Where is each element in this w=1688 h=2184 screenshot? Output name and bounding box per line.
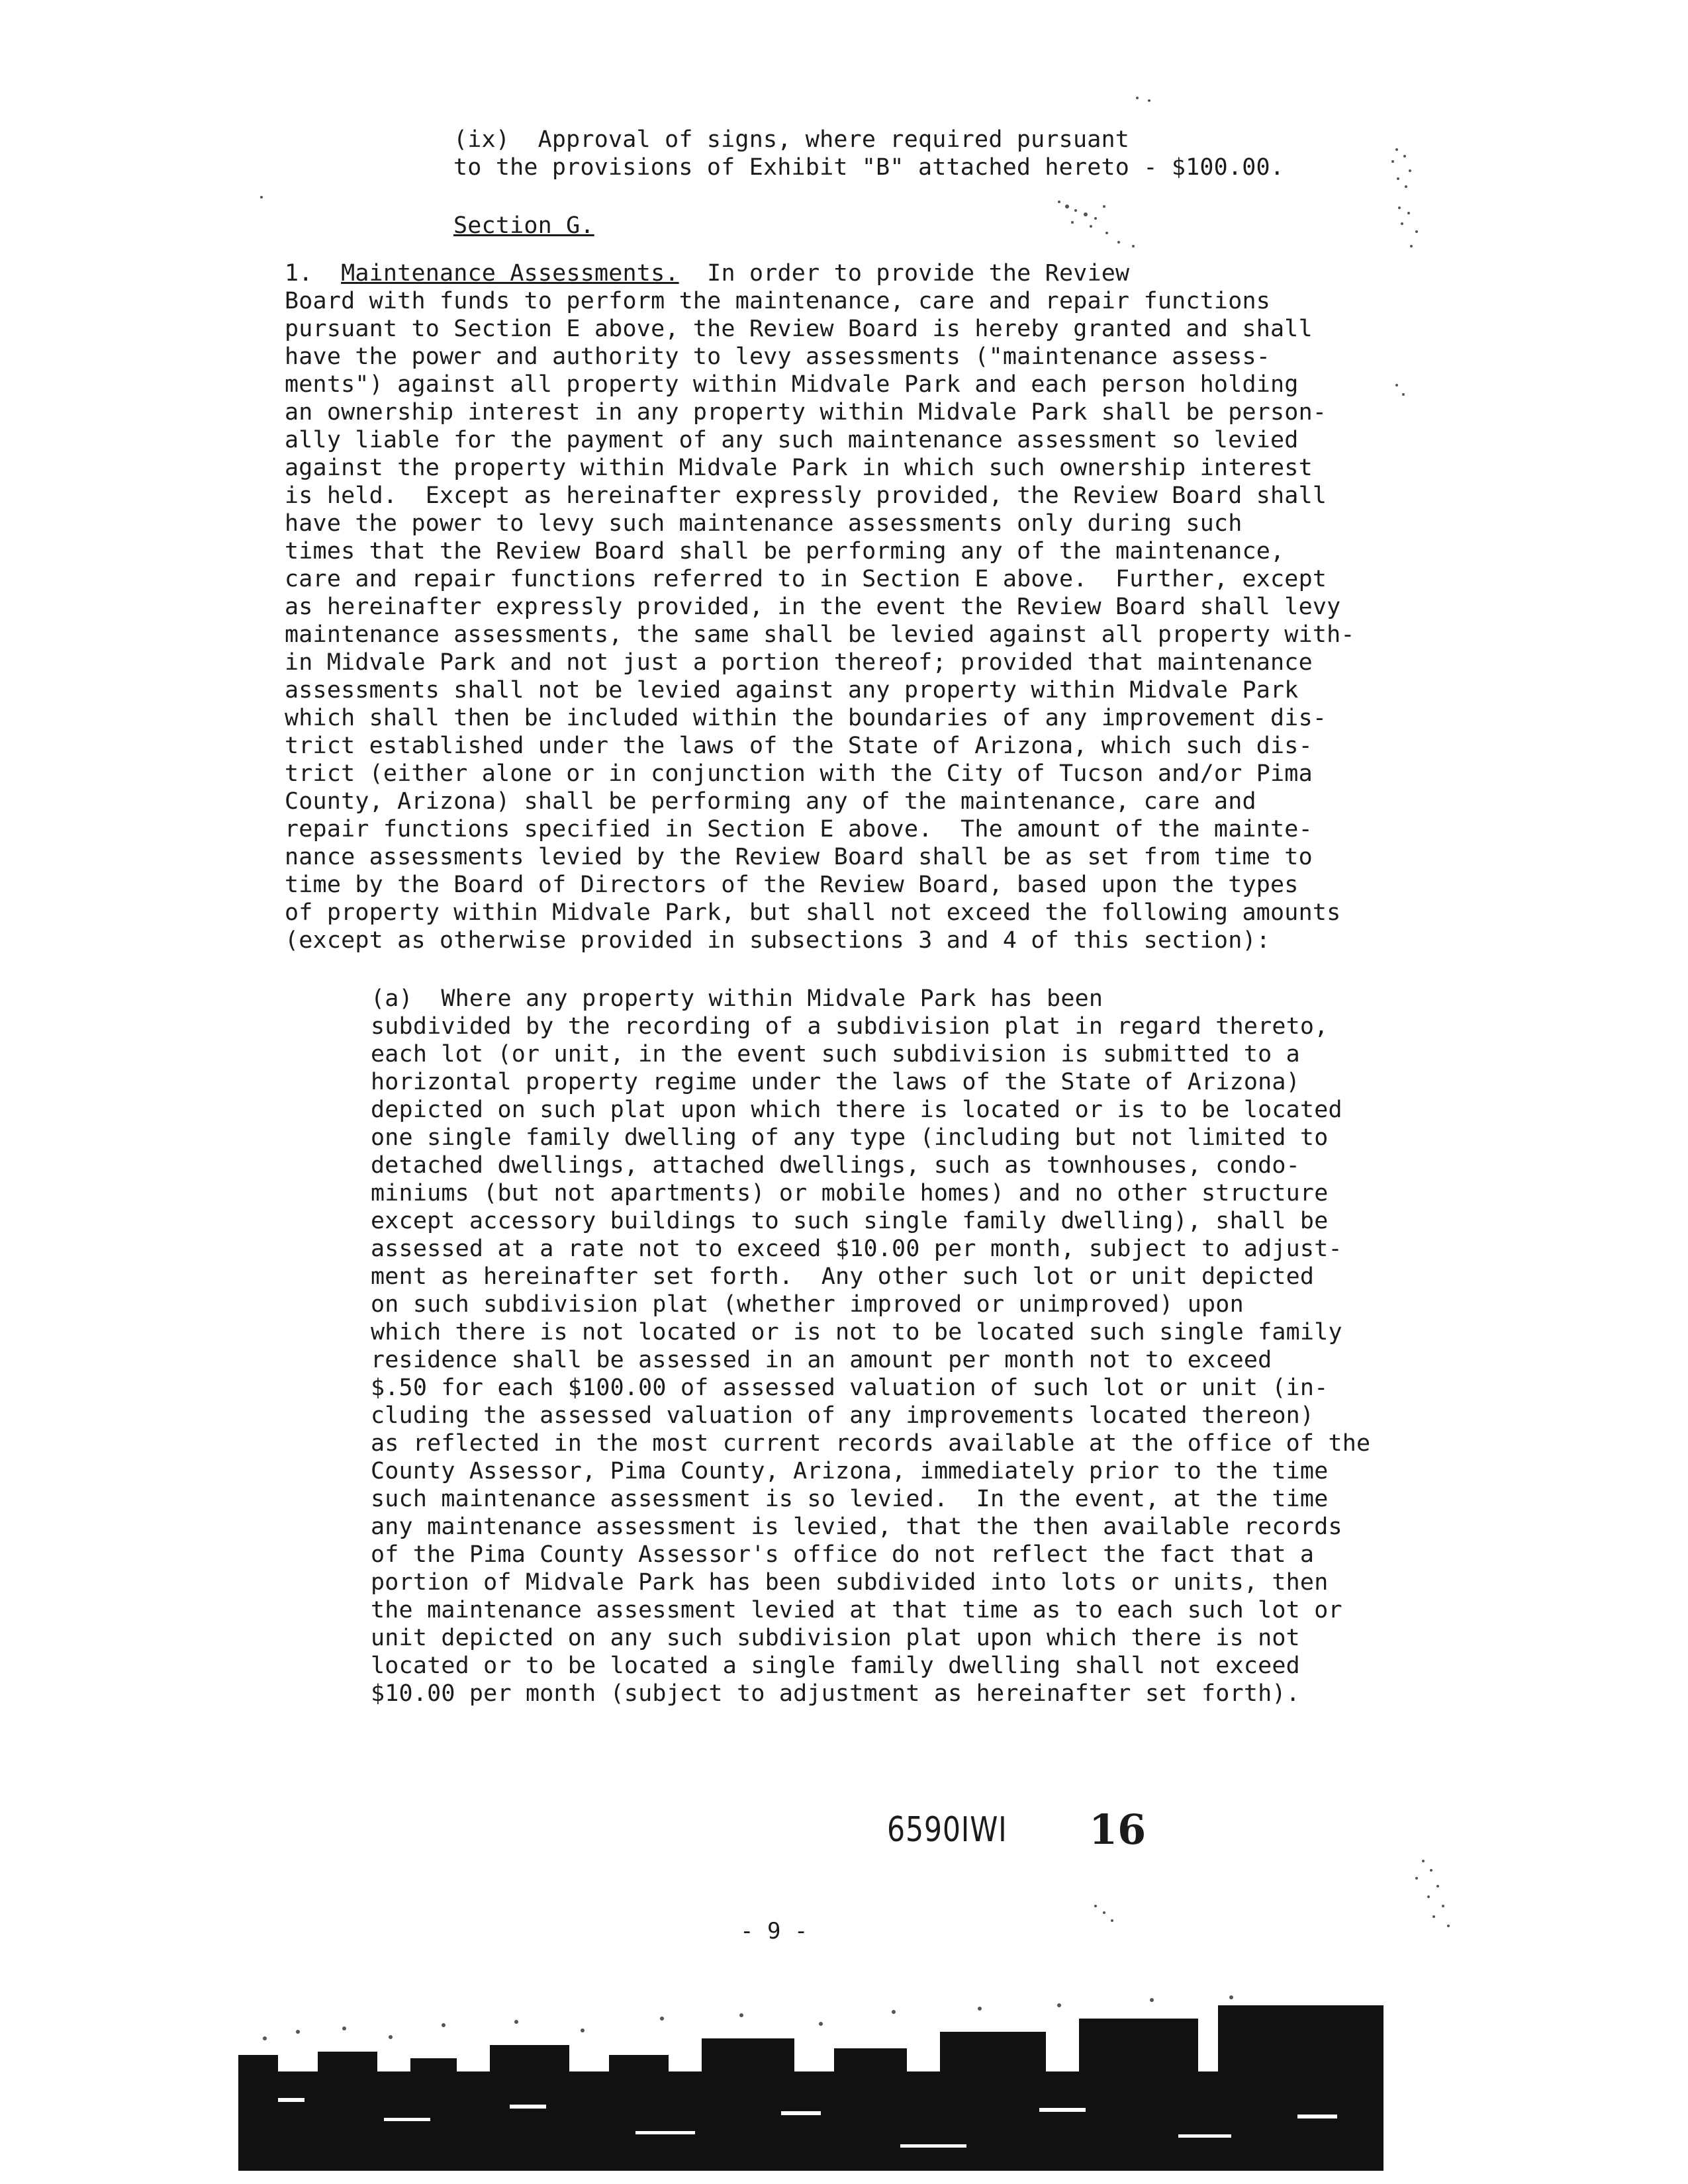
paragraph-1-title: Maintenance Assessments. (341, 260, 679, 287)
docket-number: 6590 (887, 1810, 961, 1850)
recording-page-number: 16 (1089, 1805, 1147, 1854)
paragraph-1-body: In order to provide the Review Board with funds to perform the maintenance, care and repair functions pursuant to Section E above, the Review Board is hereby granted and shall have the power and authority to levy assessments ("maintenance assess- ments") against all property within Midvale Park and each person holding an ownership interest in any property within Midvale Park shall be person- ally liable for the payment of any such maintenance assessment so levied against the property within Midvale Park in which such ownership interest is held. Except as hereinafter expressly provided, the Review Board shall have the power to levy such maintenance assessments only during such times that the Review Board shall be performing any of the maintenance, care and repair functions referred to in Section E above. Further, except as hereinafter expressly provided, in the event the Review Board shall levy maintenance assessments, the same shall be levied against all property with- in Midvale Park and not just a portion thereof; provided that maintenance assessments shall not be levied against any property within Midvale Park which shall then be included within the boundaries of any improvement dis- trict established under the laws of the State of Arizona, which such dis- trict (either alone or in conjunction with the City of Tucson and/or Pima County, Arizona) shall be performing any of the maintenance, care and repair functions specified in Section E above. The amount of the mainte- nance assessments levied by the Review Board shall be as set from time to time by the Board of Directors of the Review Board, based upon the types of property within Midvale Park, but shall not exceed the following amounts (except as otherwise provided in subsections 3 and 4 of this section): (285, 260, 1355, 954)
docket-mark: IWI (961, 1810, 1008, 1850)
recording-number (887, 1810, 1008, 1850)
paragraph-1-number: 1. (285, 260, 342, 287)
paragraph-a: (a) Where any property within Midvale Park has been subdivided by the recording of a subdivision plat in regard thereto, each lot (or unit, in the event such subdivision is submitted to a horizontal property regime under the laws of the State of Arizona) depicted on such plat upon which there is located or is to be located one single family dwelling of any type (including but not limited to detached dwellings, attached dwellings, such as townhouses, condo- miniums (but not apartments) or mobile homes) and no other structure except accessory buildings to such single family dwelling), shall be assessed at a rate not to exceed $10.00 per month, subject to adjust- ment as hereinafter set forth. Any other such lot or unit depicted on such subdivision plat (whether improved or unimproved) upon which there is not located or is not to be located such single family residence shall be assessed in an amount per month not to exceed $.50 for each $100.00 of assessed valuation of such lot or unit (in- cluding the assessed valuation of any improvements located thereon) as reflected in the most current records available at the office of the County Assessor, Pima County, Arizona, immediately prior to the time such maintenance assessment is so levied. In the event, at the time any maintenance assessment is levied, that the then available records of the Pima County Assessor's office do not reflect the fact that a portion of Midvale Park has been subdivided into lots or units, then the maintenance assessment levied at that time as to each such lot or unit depicted on any such subdivision plat upon which there is not located or to be located a single family dwelling shall not exceed $10.00 per month (subject to adjustment as hereinafter set forth). (371, 985, 1371, 1707)
section-heading: Section G. (453, 212, 594, 239)
paragraph-ix: (ix) Approval of signs, where required pursuant to the provisions of Exhibit "B" attached hereto - $100.00. (453, 126, 1285, 181)
paragraph-1 (285, 259, 1355, 954)
scan-noise-band (238, 1992, 1383, 2171)
page-number: - 9 - (740, 1918, 808, 1944)
